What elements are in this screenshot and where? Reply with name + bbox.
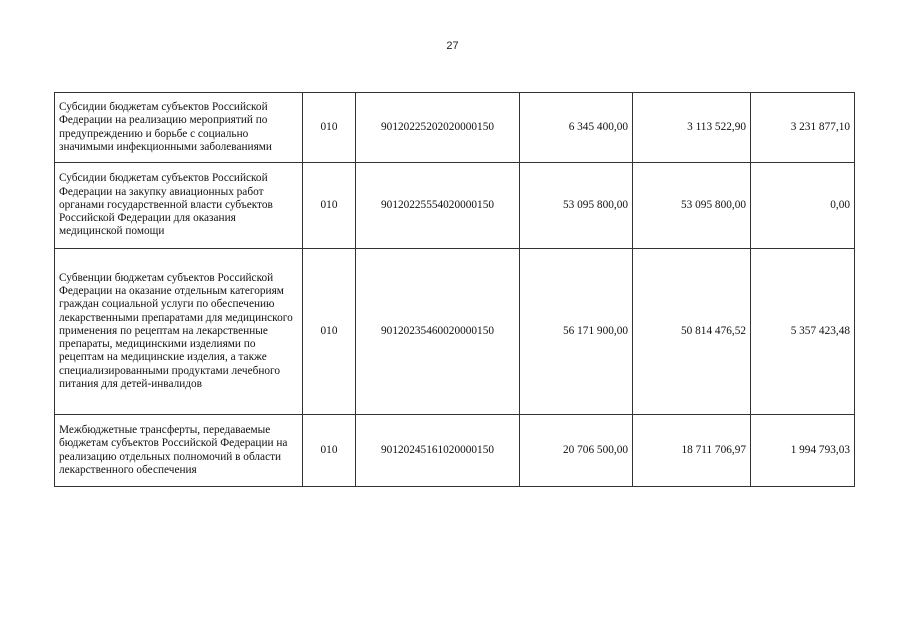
row-budget-classification-code: 90120225202020000150: [356, 93, 520, 163]
table-row: [55, 415, 855, 487]
row-executed-amount: 3 113 522,90: [633, 93, 751, 163]
row-budget-classification-code: 90120245161020000150: [356, 415, 520, 487]
row-remainder-amount: 1 994 793,03: [751, 415, 855, 487]
row-budget-classification-code: 90120235460020000150: [356, 249, 520, 415]
row-executed-amount: 50 814 476,52: [633, 249, 751, 415]
row-plan-amount: 53 095 800,00: [520, 163, 633, 249]
row-code: 010: [303, 415, 356, 487]
row-executed-amount: 18 711 706,97: [633, 415, 751, 487]
row-executed-amount: 53 095 800,00: [633, 163, 751, 249]
row-plan-amount: 20 706 500,00: [520, 415, 633, 487]
page-number: 27: [446, 40, 459, 52]
budget-table: [54, 92, 855, 487]
table-row: [55, 249, 855, 415]
row-description: Межбюджетные трансферты, передаваемые бюджетам субъектов Российской Федерации на реализацию отдельных полномочий в области лекарственного обеспечения: [55, 415, 303, 487]
row-description: Субвенции бюджетам субъектов Российской Федерации на оказание отдельным категориям граждан социальной услуги по обеспечению лекарственными препаратами для медицинского применения по рецептам на лекарственные препараты, медицинскими изделиями по рецептам на медицинские изделия, а также специализированными продуктами лечебного питания для детей-инвалидов: [55, 249, 303, 415]
row-remainder-amount: 3 231 877,10: [751, 93, 855, 163]
row-remainder-amount: 5 357 423,48: [751, 249, 855, 415]
row-plan-amount: 56 171 900,00: [520, 249, 633, 415]
table-row: [55, 93, 855, 163]
row-code: 010: [303, 249, 356, 415]
row-remainder-amount: 0,00: [751, 163, 855, 249]
row-description: Субсидии бюджетам субъектов Российской Федерации на закупку авиационных работ органами государственной власти субъектов Российской Федерации для оказания медицинской помощи: [55, 163, 303, 249]
table-row: [55, 163, 855, 249]
row-code: 010: [303, 93, 356, 163]
row-plan-amount: 6 345 400,00: [520, 93, 633, 163]
row-description: Субсидии бюджетам субъектов Российской Федерации на реализацию мероприятий по предупреждению и борьбе с социально значимыми инфекционными заболеваниями: [55, 93, 303, 163]
row-code: 010: [303, 163, 356, 249]
row-budget-classification-code: 90120225554020000150: [356, 163, 520, 249]
